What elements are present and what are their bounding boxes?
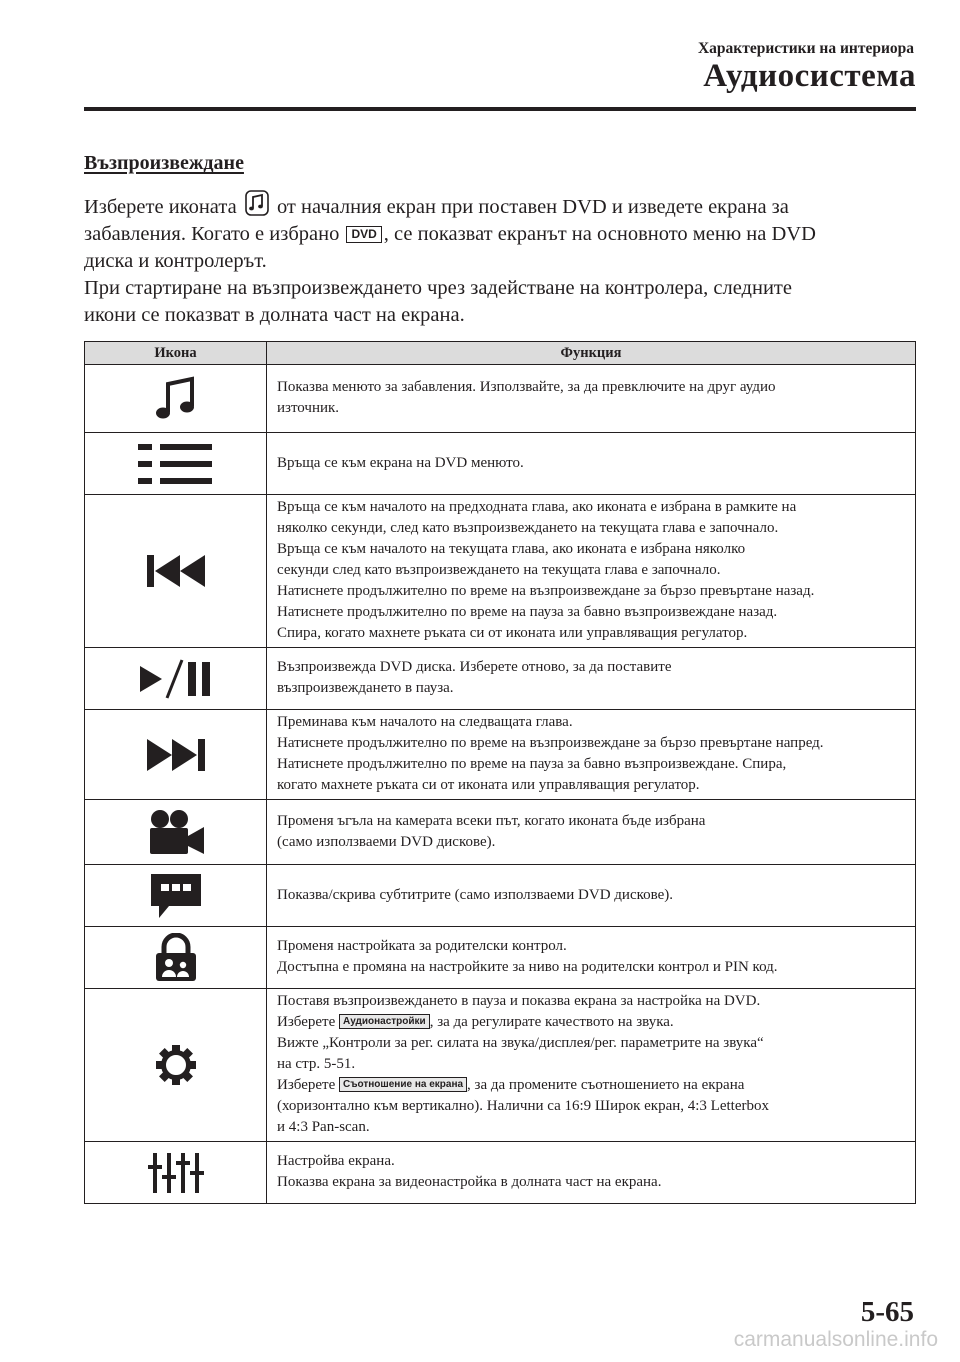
function-line: Показва менюто за забавления. Използвайте, за да превключите на друг аудио (277, 379, 776, 395)
intro-line4: При стартиране на възпроизвеждането чрез задействане на контролера, следните (84, 277, 792, 299)
function-line: когато махнете ръката си от иконата или управляващия регулатор. (277, 777, 700, 793)
table-row (85, 433, 916, 495)
watermark: carmanualsonline.info (733, 1328, 938, 1351)
table-header-row (85, 342, 916, 365)
settings-gear-icon[interactable] (85, 1043, 266, 1087)
function-line: (само използваеми DVD дискове). (277, 833, 496, 850)
function-line: Показва/скрива субтитрите (само използваеми DVD дискове). (277, 886, 674, 903)
function-line: Натиснете продължително по време на пауза за бавно възпроизвеждане. Спира, (277, 756, 787, 772)
aspect-ratio-button[interactable]: Съотношение на екрана (339, 1077, 467, 1092)
function-line: източник. (277, 400, 340, 416)
function-line: Натиснете продължително по време на пауза за бавно възпроизвеждане назад. (277, 604, 778, 620)
function-line: Спира, когато махнете ръката си от иконата или управляващия регулатор. (277, 625, 748, 641)
skip-next-icon[interactable] (85, 737, 266, 773)
music-note-inline-icon (245, 190, 269, 216)
intro-line1-after: от началния екран при поставен DVD и изведете екрана за (276, 196, 789, 218)
list-menu-icon[interactable] (85, 440, 266, 488)
equalizer-sliders-icon[interactable] (85, 1151, 266, 1195)
function-line: Връща се към екрана на DVD менюто. (277, 454, 524, 471)
function-line: Връща се към началото на текущата глава, ако иконата е избрана няколко (277, 541, 746, 557)
function-line: (хоризонтално към вертикално). Налични са 16:9 Широк екран, 4:3 Letterbox (277, 1098, 769, 1114)
function-line: на стр. 5-51. (277, 1056, 356, 1072)
audio-settings-button[interactable]: Аудионастройки (339, 1014, 430, 1029)
header-divider (84, 107, 916, 111)
function-line: възпроизвеждането в пауза. (277, 680, 454, 696)
table-row (85, 648, 916, 710)
function-line: , за да промените съотношението на екрана (467, 1077, 745, 1093)
function-line: , за да регулирате качеството на звука. (429, 1014, 674, 1030)
function-line: и 4:3 Pan-scan. (277, 1119, 370, 1135)
function-line: Променя настройката за родителски контрол. (277, 938, 567, 954)
intro-line5: икони се показват в долната част на екрана. (84, 304, 465, 326)
table-row (85, 495, 916, 648)
table-row (85, 927, 916, 989)
intro-text (84, 190, 920, 329)
function-line: Вижте „Контроли за рег. силата на звука/дисплея/рег. параметрите на звука“ (277, 1035, 764, 1051)
function-line: Настройва екрана. (277, 1153, 395, 1169)
table-row (85, 800, 916, 865)
chapter-title: Характеристики на интериора (697, 40, 914, 57)
col-function-header: Функция (267, 342, 916, 365)
intro-line2-after: , се показват екранът на основното меню на DVD (383, 223, 816, 245)
intro-line1-before: Изберете иконата (84, 196, 237, 218)
camera-angle-icon[interactable] (85, 808, 266, 856)
table-row (85, 710, 916, 800)
function-line: Достъпна е промяна на настройките за ниво на родителски контрол и PIN код. (277, 959, 778, 975)
section-title: Възпроизвеждане (84, 152, 244, 174)
function-line: секунди след като възпроизвеждането на текущата глава е започнало. (277, 562, 721, 578)
function-line: Поставя възпроизвеждането в пауза и показва екрана за настройка на DVD. (277, 993, 761, 1009)
play-pause-icon[interactable] (85, 658, 266, 700)
function-line: Показва екрана за видеонастройка в долната част на екрана. (277, 1174, 662, 1190)
page-number: 5-65 (860, 1296, 914, 1328)
function-line: Връща се към началото на предходната глава, ако иконата е избрана в рамките на (277, 499, 797, 515)
table-row (85, 1142, 916, 1204)
intro-line2-before: забавления. Когато е избрано (84, 223, 340, 245)
table-row (85, 989, 916, 1142)
table-row (85, 865, 916, 927)
function-line: Променя ъгъла на камерата всеки път, когато иконата бъде избрана (277, 812, 706, 829)
function-line: Преминава към началото на следващата глава. (277, 714, 573, 730)
subtitle-icon[interactable] (85, 872, 266, 920)
table-row (85, 365, 916, 433)
dvd-button[interactable]: DVD (346, 226, 381, 243)
parental-lock-icon[interactable] (85, 933, 266, 983)
select-label: Изберете (277, 1014, 336, 1030)
function-line: Възпроизвежда DVD диска. Изберете отново, за да поставите (277, 659, 672, 675)
skip-previous-icon[interactable] (85, 553, 266, 589)
function-table (84, 341, 916, 1204)
intro-line3: диска и контролерът. (84, 250, 267, 272)
function-line: Натиснете продължително по време на възпроизвеждане за бързо превъртане назад. (277, 583, 815, 599)
section-header: Аудиосистема (703, 58, 916, 94)
col-icon-header: Икона (85, 342, 267, 365)
select-label: Изберете (277, 1077, 336, 1093)
function-line: Натиснете продължително по време на възпроизвеждане за бързо превъртане напред. (277, 735, 824, 751)
music-note-icon[interactable] (85, 376, 266, 422)
function-line: няколко секунди, след като възпроизвеждането на текущата глава е започнало. (277, 520, 779, 536)
